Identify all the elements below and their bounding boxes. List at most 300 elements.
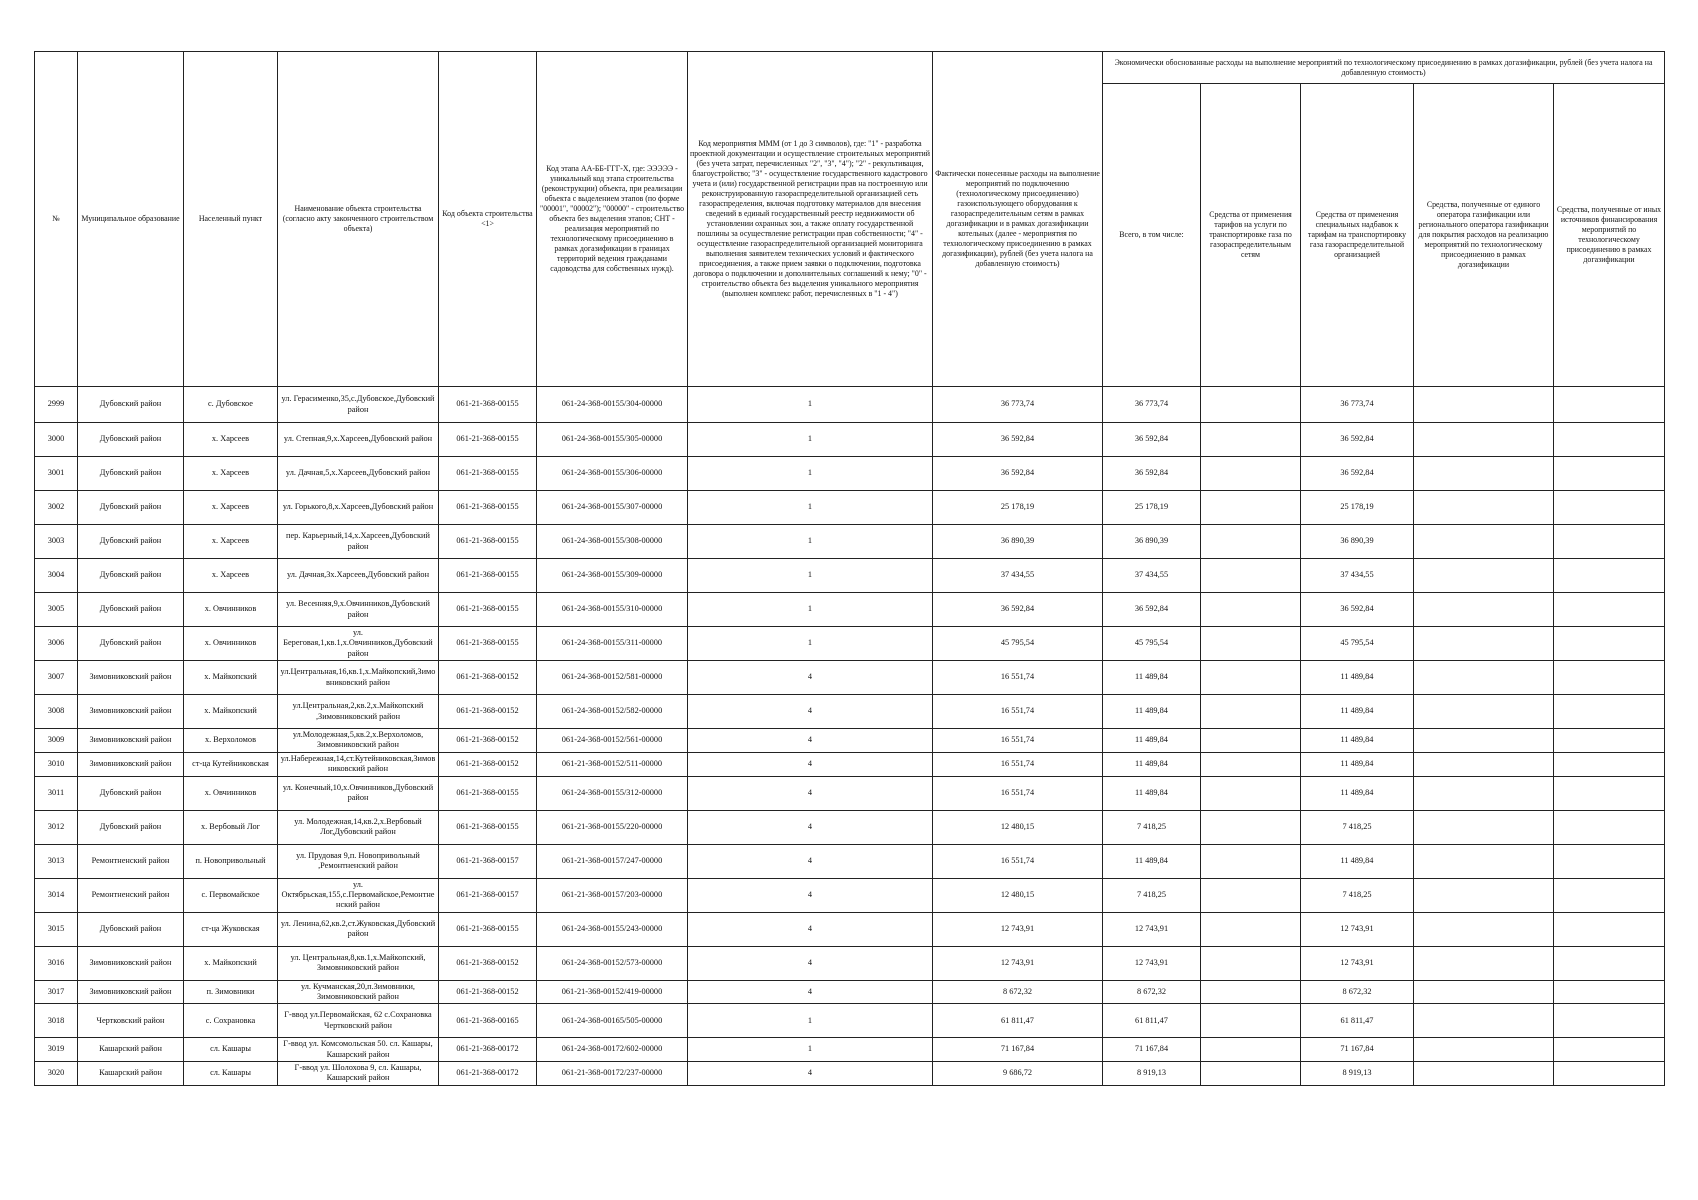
cell-stage-code: 061-24-368-00155/307-00000: [537, 491, 688, 525]
cell-activity-code: 1: [688, 423, 933, 457]
cell-other-sources: [1554, 980, 1665, 1004]
table-row: [35, 912, 1665, 946]
cell-num: 3010: [35, 752, 78, 776]
cell-stage-code: 061-24-368-00155/306-00000: [537, 457, 688, 491]
cell-municipality: Ремонтненский район: [78, 878, 184, 912]
cell-tariff-transport: [1201, 980, 1301, 1004]
cell-activity-code: 1: [688, 627, 933, 661]
cell-settlement: ст-ца Кутейниковская: [184, 752, 278, 776]
cell-object-code: 061-21-368-00157: [439, 844, 537, 878]
cell-other-sources: [1554, 695, 1665, 729]
cell-settlement: сл. Кашары: [184, 1038, 278, 1062]
cell-settlement: х. Харсеев: [184, 525, 278, 559]
cell-stage-code: 061-24-368-00155/308-00000: [537, 525, 688, 559]
cell-total: 8 919,13: [1103, 1062, 1201, 1086]
cell-activity-code: 4: [688, 752, 933, 776]
cell-activity-code: 1: [688, 593, 933, 627]
header-settlement: Населенный пункт: [184, 52, 278, 387]
cell-tariff-transport: [1201, 423, 1301, 457]
cell-num: 3000: [35, 423, 78, 457]
cell-other-sources: [1554, 457, 1665, 491]
document-page: [34, 51, 1665, 1086]
cell-object-name: Г-ввод ул. Шолохова 9, сл. Кашары, Кашарский район: [278, 1062, 439, 1086]
cell-stage-code: 061-21-368-00152/419-00000: [537, 980, 688, 1004]
cell-tariff-transport: [1201, 559, 1301, 593]
header-stage-code: Код этапа АА-ББ-ГГГ-Х, где: ЭЭЭЭЭ - уникальный код этапа строительства (реконструкции) объекта, при реализации объекта с выделением этапов (по форме "00001", "00002"); "00000" - строительство объекта без выделения этапов; СНТ - реализация мероприятий по технологическому присоединению в рамках догазификации в границах территорий ведения гражданами садоводства для собственных нужд).: [537, 52, 688, 387]
cell-object-name: ул.Набережная,14,ст.Кутейниковская,Зимовниковский район: [278, 752, 439, 776]
cell-tariff-transport: [1201, 776, 1301, 810]
cell-special-markup: 71 167,84: [1301, 1038, 1414, 1062]
cell-num: 3002: [35, 491, 78, 525]
cell-settlement: х. Верхоломов: [184, 729, 278, 753]
table-row: [35, 729, 1665, 753]
cell-special-markup: 11 489,84: [1301, 776, 1414, 810]
cell-stage-code: 061-24-368-00152/581-00000: [537, 661, 688, 695]
cell-municipality: Дубовский район: [78, 525, 184, 559]
cell-object-code: 061-21-368-00155: [439, 559, 537, 593]
cell-tariff-transport: [1201, 627, 1301, 661]
cell-other-sources: [1554, 946, 1665, 980]
cell-operator-funds: [1414, 695, 1554, 729]
cell-total: 11 489,84: [1103, 729, 1201, 753]
cell-stage-code: 061-24-368-00172/602-00000: [537, 1038, 688, 1062]
cell-other-sources: [1554, 387, 1665, 423]
cell-num: 3013: [35, 844, 78, 878]
cell-num: 3012: [35, 810, 78, 844]
cell-total: 36 592,84: [1103, 593, 1201, 627]
cell-stage-code: 061-24-368-00155/310-00000: [537, 593, 688, 627]
cell-settlement: х. Овчинников: [184, 776, 278, 810]
cell-operator-funds: [1414, 559, 1554, 593]
cell-municipality: Дубовский район: [78, 810, 184, 844]
cell-actual-costs: 36 592,84: [933, 423, 1103, 457]
cell-actual-costs: 36 773,74: [933, 387, 1103, 423]
table-row: [35, 661, 1665, 695]
cell-actual-costs: 12 480,15: [933, 878, 1103, 912]
cell-actual-costs: 8 672,32: [933, 980, 1103, 1004]
cell-activity-code: 4: [688, 810, 933, 844]
cell-special-markup: 12 743,91: [1301, 946, 1414, 980]
cell-activity-code: 1: [688, 1038, 933, 1062]
cell-other-sources: [1554, 844, 1665, 878]
table-row: [35, 946, 1665, 980]
table-body: [35, 387, 1665, 1086]
cell-special-markup: 36 890,39: [1301, 525, 1414, 559]
cell-total: 36 592,84: [1103, 423, 1201, 457]
cell-actual-costs: 16 551,74: [933, 752, 1103, 776]
header-activity-code: Код мероприятия МММ (от 1 до 3 символов), где: "1" - разработка проектной документации и осуществление строительных мероприятий (без учета затрат, перечисленных "2", "3", "4"); "2" - рекультивация, благоустройство; "3" - осуществление государственного кадастрового учета и (или) государственной регистрации прав на построенную или реконструированную газораспределительной организацией сеть газораспределения, включая подготовку материалов для внесения сведений в единый государственный реестр недвижимости об установлении охранных зон, а также оплату государственной пошлины за осуществление регистрации прав собственности; "4" - осуществление газораспределительной организацией мониторинга выполнения заявителем технических условий и фактического присоединения, а также прием заявки о подключении, подготовка договора о подключении и дополнительных соглашений к нему; "0" - строительство объекта без выделения уникального мероприятия (выполнен комплекс работ, перечисленных в "1 - 4"): [688, 52, 933, 387]
cell-municipality: Дубовский район: [78, 423, 184, 457]
cell-activity-code: 4: [688, 776, 933, 810]
cell-actual-costs: 37 434,55: [933, 559, 1103, 593]
cell-object-name: Г-ввод ул.Первомайская, 62 с.Сохрановка Чертковский район: [278, 1004, 439, 1038]
cell-other-sources: [1554, 423, 1665, 457]
cell-actual-costs: 16 551,74: [933, 776, 1103, 810]
cell-activity-code: 1: [688, 1004, 933, 1038]
cell-special-markup: 36 592,84: [1301, 423, 1414, 457]
cell-activity-code: 1: [688, 457, 933, 491]
cell-other-sources: [1554, 878, 1665, 912]
cell-activity-code: 4: [688, 1062, 933, 1086]
cell-object-name: ул. Молодежная,14,кв.2,х.Вербовый Лог,Дубовский район: [278, 810, 439, 844]
cell-settlement: ст-ца Жуковская: [184, 912, 278, 946]
cell-other-sources: [1554, 1062, 1665, 1086]
cell-special-markup: 36 592,84: [1301, 593, 1414, 627]
cell-municipality: Дубовский район: [78, 776, 184, 810]
cell-stage-code: 061-24-368-00165/505-00000: [537, 1004, 688, 1038]
cell-special-markup: 11 489,84: [1301, 752, 1414, 776]
cell-operator-funds: [1414, 627, 1554, 661]
cell-activity-code: 4: [688, 946, 933, 980]
cell-municipality: Чертковский район: [78, 1004, 184, 1038]
cell-num: 3001: [35, 457, 78, 491]
cell-tariff-transport: [1201, 729, 1301, 753]
cell-activity-code: 4: [688, 695, 933, 729]
cell-actual-costs: 12 743,91: [933, 946, 1103, 980]
cell-operator-funds: [1414, 980, 1554, 1004]
cell-municipality: Дубовский район: [78, 387, 184, 423]
cell-num: 3006: [35, 627, 78, 661]
cell-municipality: Кашарский район: [78, 1062, 184, 1086]
header-actual-costs: Фактически понесенные расходы на выполнение мероприятий по подключению (технологическому присоединению) газоиспользующего оборудования к газораспределительным сетям в рамках догазификации и в рамках догазификации котельных (далее - мероприятия по технологическому присоединению в рамках догазификации), рублей (без учета налога на добавленную стоимость): [933, 52, 1103, 387]
cell-operator-funds: [1414, 912, 1554, 946]
cell-municipality: Дубовский район: [78, 559, 184, 593]
cell-object-code: 061-21-368-00155: [439, 387, 537, 423]
table-row: [35, 810, 1665, 844]
table-row: [35, 1062, 1665, 1086]
cell-object-code: 061-21-368-00152: [439, 661, 537, 695]
cell-stage-code: 061-24-368-00155/243-00000: [537, 912, 688, 946]
cell-stage-code: 061-21-368-00172/237-00000: [537, 1062, 688, 1086]
cell-object-name: ул. Конечный,10,х.Овчинников,Дубовский район: [278, 776, 439, 810]
cell-total: 45 795,54: [1103, 627, 1201, 661]
cell-object-name: Г-ввод ул. Комсомольская 50. сл. Кашары, Кашарский район: [278, 1038, 439, 1062]
table-row: [35, 627, 1665, 661]
cell-num: 3004: [35, 559, 78, 593]
table-row: [35, 457, 1665, 491]
cell-total: 36 890,39: [1103, 525, 1201, 559]
cell-settlement: х. Майкопский: [184, 695, 278, 729]
cell-special-markup: 8 672,32: [1301, 980, 1414, 1004]
cell-operator-funds: [1414, 752, 1554, 776]
cell-activity-code: 1: [688, 559, 933, 593]
cell-tariff-transport: [1201, 752, 1301, 776]
cell-stage-code: 061-24-368-00155/304-00000: [537, 387, 688, 423]
cell-total: 61 811,47: [1103, 1004, 1201, 1038]
cell-activity-code: 1: [688, 525, 933, 559]
cell-total: 37 434,55: [1103, 559, 1201, 593]
cell-municipality: Зимовниковский район: [78, 752, 184, 776]
header-municipality: Муниципальное образование: [78, 52, 184, 387]
cell-tariff-transport: [1201, 661, 1301, 695]
cell-municipality: Дубовский район: [78, 491, 184, 525]
cell-other-sources: [1554, 491, 1665, 525]
header-operator-funds: Средства, полученные от единого оператора газификации или регионального оператора газификации для покрытия расходов на реализацию мероприятий по технологическому присоединению в рамках догазификации: [1414, 84, 1554, 387]
cell-settlement: х. Харсеев: [184, 457, 278, 491]
cell-tariff-transport: [1201, 810, 1301, 844]
cell-stage-code: 061-21-368-00157/203-00000: [537, 878, 688, 912]
cell-operator-funds: [1414, 878, 1554, 912]
cell-settlement: х. Овчинников: [184, 627, 278, 661]
cell-stage-code: 061-21-368-00155/220-00000: [537, 810, 688, 844]
cell-object-name: ул. Октябрьская,155,с.Первомайское,Ремонтненский район: [278, 878, 439, 912]
cell-object-code: 061-21-368-00172: [439, 1062, 537, 1086]
cell-object-code: 061-21-368-00152: [439, 946, 537, 980]
cell-actual-costs: 12 743,91: [933, 912, 1103, 946]
cell-activity-code: 4: [688, 912, 933, 946]
cell-municipality: Зимовниковский район: [78, 661, 184, 695]
header-total: Всего, в том числе:: [1103, 84, 1201, 387]
cell-tariff-transport: [1201, 1062, 1301, 1086]
table-row: [35, 776, 1665, 810]
cell-other-sources: [1554, 776, 1665, 810]
cell-tariff-transport: [1201, 593, 1301, 627]
cell-object-code: 061-21-368-00152: [439, 752, 537, 776]
cell-num: 2999: [35, 387, 78, 423]
cell-settlement: с. Сохрановка: [184, 1004, 278, 1038]
cell-municipality: Зимовниковский район: [78, 980, 184, 1004]
cell-municipality: Кашарский район: [78, 1038, 184, 1062]
cell-object-name: ул.Молодежная,5,кв.2,х.Верхоломов, Зимовниковский район: [278, 729, 439, 753]
cell-other-sources: [1554, 810, 1665, 844]
table-row: [35, 980, 1665, 1004]
cell-settlement: х. Харсеев: [184, 423, 278, 457]
table-row: [35, 423, 1665, 457]
cell-tariff-transport: [1201, 946, 1301, 980]
table-row: [35, 387, 1665, 423]
table-row: [35, 752, 1665, 776]
cell-activity-code: 4: [688, 980, 933, 1004]
cell-actual-costs: 61 811,47: [933, 1004, 1103, 1038]
cell-tariff-transport: [1201, 387, 1301, 423]
cell-num: 3019: [35, 1038, 78, 1062]
cell-stage-code: 061-24-368-00155/311-00000: [537, 627, 688, 661]
cell-activity-code: 1: [688, 491, 933, 525]
cell-activity-code: 4: [688, 878, 933, 912]
cell-special-markup: 45 795,54: [1301, 627, 1414, 661]
cell-object-code: 061-21-368-00155: [439, 525, 537, 559]
cell-object-code: 061-21-368-00155: [439, 423, 537, 457]
cell-object-name: ул. Ленина,62,кв.2,ст.Жуковская,Дубовский район: [278, 912, 439, 946]
cell-num: 3014: [35, 878, 78, 912]
header-object-code: Код объекта строительства <1>: [439, 52, 537, 387]
cell-stage-code: 061-24-368-00155/309-00000: [537, 559, 688, 593]
cell-total: 11 489,84: [1103, 752, 1201, 776]
cell-actual-costs: 12 480,15: [933, 810, 1103, 844]
cell-object-name: ул. Береговая,1,кв.1,х.Овчинников,Дубовский район: [278, 627, 439, 661]
cell-settlement: х. Овчинников: [184, 593, 278, 627]
table-row: [35, 695, 1665, 729]
cell-stage-code: 061-24-368-00152/582-00000: [537, 695, 688, 729]
cell-object-name: ул. Горького,8,х.Харсеев,Дубовский район: [278, 491, 439, 525]
cell-operator-funds: [1414, 593, 1554, 627]
cell-activity-code: 4: [688, 844, 933, 878]
header-num: №: [35, 52, 78, 387]
header-other-sources: Средства, полученные от иных источников финансирования мероприятий по технологическому присоединению в рамках догазификации: [1554, 84, 1665, 387]
cell-operator-funds: [1414, 1062, 1554, 1086]
cell-stage-code: 061-24-368-00152/573-00000: [537, 946, 688, 980]
cell-operator-funds: [1414, 946, 1554, 980]
cell-num: 3008: [35, 695, 78, 729]
header-special-markup: Средства от применения специальных надбавок к тарифам на транспортировку газа газораспределительной организацией: [1301, 84, 1414, 387]
table-row: [35, 525, 1665, 559]
cell-special-markup: 61 811,47: [1301, 1004, 1414, 1038]
cell-tariff-transport: [1201, 491, 1301, 525]
cell-special-markup: 7 418,25: [1301, 810, 1414, 844]
cell-object-name: ул. Кучманская,20,п.Зимовники, Зимовниковский район: [278, 980, 439, 1004]
cell-actual-costs: 9 686,72: [933, 1062, 1103, 1086]
cell-municipality: Дубовский район: [78, 457, 184, 491]
cell-special-markup: 12 743,91: [1301, 912, 1414, 946]
cell-special-markup: 25 178,19: [1301, 491, 1414, 525]
cell-object-name: ул. Дачная,3х.Харсеев,Дубовский район: [278, 559, 439, 593]
cell-stage-code: 061-21-368-00152/511-00000: [537, 752, 688, 776]
cell-actual-costs: 16 551,74: [933, 661, 1103, 695]
cell-special-markup: 11 489,84: [1301, 729, 1414, 753]
cell-total: 7 418,25: [1103, 810, 1201, 844]
cell-total: 7 418,25: [1103, 878, 1201, 912]
cell-object-code: 061-21-368-00155: [439, 810, 537, 844]
cell-object-name: ул. Степная,9,х.Харсеев,Дубовский район: [278, 423, 439, 457]
cell-actual-costs: 36 592,84: [933, 593, 1103, 627]
cell-special-markup: 11 489,84: [1301, 844, 1414, 878]
cell-object-code: 061-21-368-00172: [439, 1038, 537, 1062]
cell-total: 12 743,91: [1103, 912, 1201, 946]
cell-object-code: 061-21-368-00155: [439, 491, 537, 525]
cell-operator-funds: [1414, 457, 1554, 491]
cell-activity-code: 4: [688, 729, 933, 753]
cell-activity-code: 1: [688, 387, 933, 423]
cell-other-sources: [1554, 559, 1665, 593]
cell-operator-funds: [1414, 525, 1554, 559]
cell-stage-code: 061-21-368-00157/247-00000: [537, 844, 688, 878]
cell-settlement: х. Майкопский: [184, 946, 278, 980]
cell-other-sources: [1554, 912, 1665, 946]
cell-settlement: х. Вербовый Лог: [184, 810, 278, 844]
cell-special-markup: 11 489,84: [1301, 695, 1414, 729]
cell-object-name: ул. Прудовая 9,п. Новопривольный ,Ремонтненский район: [278, 844, 439, 878]
cell-object-code: 061-21-368-00155: [439, 912, 537, 946]
cell-other-sources: [1554, 627, 1665, 661]
cell-other-sources: [1554, 1004, 1665, 1038]
connection-costs-table: [34, 51, 1665, 1086]
cell-tariff-transport: [1201, 457, 1301, 491]
cell-tariff-transport: [1201, 525, 1301, 559]
cell-operator-funds: [1414, 661, 1554, 695]
cell-total: 11 489,84: [1103, 776, 1201, 810]
table-row: [35, 1038, 1665, 1062]
cell-special-markup: 37 434,55: [1301, 559, 1414, 593]
cell-municipality: Дубовский район: [78, 593, 184, 627]
header-econ-group: Экономически обоснованные расходы на выполнение мероприятий по технологическому присоединению в рамках догазификации, рублей (без учета налога на добавленную стоимость): [1103, 52, 1665, 84]
cell-total: 11 489,84: [1103, 844, 1201, 878]
cell-num: 3011: [35, 776, 78, 810]
table-row: [35, 844, 1665, 878]
cell-operator-funds: [1414, 776, 1554, 810]
cell-object-name: ул. Герасименко,35,с.Дубовское,Дубовский район: [278, 387, 439, 423]
cell-actual-costs: 16 551,74: [933, 695, 1103, 729]
cell-actual-costs: 36 592,84: [933, 457, 1103, 491]
cell-total: 12 743,91: [1103, 946, 1201, 980]
cell-object-name: пер. Карьерный,14,х.Харсеев,Дубовский район: [278, 525, 439, 559]
cell-settlement: п. Новопривольный: [184, 844, 278, 878]
cell-object-code: 061-21-368-00155: [439, 776, 537, 810]
cell-object-name: ул.Центральная,16,кв.1,х.Майкопский,Зимовниковский район: [278, 661, 439, 695]
cell-object-code: 061-21-368-00152: [439, 980, 537, 1004]
cell-object-code: 061-21-368-00155: [439, 593, 537, 627]
cell-actual-costs: 16 551,74: [933, 729, 1103, 753]
cell-object-name: ул.Центральная,2,кв.2,х.Майкопский ,Зимовниковский район: [278, 695, 439, 729]
cell-other-sources: [1554, 661, 1665, 695]
cell-tariff-transport: [1201, 1038, 1301, 1062]
cell-settlement: п. Зимовники: [184, 980, 278, 1004]
cell-settlement: сл. Кашары: [184, 1062, 278, 1086]
cell-operator-funds: [1414, 387, 1554, 423]
cell-num: 3009: [35, 729, 78, 753]
cell-operator-funds: [1414, 491, 1554, 525]
cell-municipality: Дубовский район: [78, 627, 184, 661]
cell-actual-costs: 45 795,54: [933, 627, 1103, 661]
cell-special-markup: 36 592,84: [1301, 457, 1414, 491]
cell-special-markup: 8 919,13: [1301, 1062, 1414, 1086]
table-row: [35, 878, 1665, 912]
cell-municipality: Зимовниковский район: [78, 695, 184, 729]
cell-operator-funds: [1414, 844, 1554, 878]
cell-special-markup: 36 773,74: [1301, 387, 1414, 423]
cell-num: 3017: [35, 980, 78, 1004]
cell-total: 11 489,84: [1103, 661, 1201, 695]
cell-actual-costs: 16 551,74: [933, 844, 1103, 878]
cell-settlement: с. Дубовское: [184, 387, 278, 423]
cell-num: 3003: [35, 525, 78, 559]
cell-operator-funds: [1414, 810, 1554, 844]
cell-num: 3015: [35, 912, 78, 946]
cell-settlement: с. Первомайское: [184, 878, 278, 912]
cell-other-sources: [1554, 1038, 1665, 1062]
cell-settlement: х. Харсеев: [184, 559, 278, 593]
cell-num: 3005: [35, 593, 78, 627]
cell-tariff-transport: [1201, 912, 1301, 946]
table-row: [35, 593, 1665, 627]
table-row: [35, 1004, 1665, 1038]
cell-other-sources: [1554, 525, 1665, 559]
cell-operator-funds: [1414, 1004, 1554, 1038]
cell-operator-funds: [1414, 423, 1554, 457]
cell-stage-code: 061-24-368-00155/305-00000: [537, 423, 688, 457]
cell-tariff-transport: [1201, 695, 1301, 729]
cell-other-sources: [1554, 593, 1665, 627]
cell-operator-funds: [1414, 1038, 1554, 1062]
cell-num: 3020: [35, 1062, 78, 1086]
cell-object-name: ул. Весенняя,9,х.Овчинников,Дубовский район: [278, 593, 439, 627]
cell-total: 8 672,32: [1103, 980, 1201, 1004]
cell-total: 11 489,84: [1103, 695, 1201, 729]
cell-tariff-transport: [1201, 1004, 1301, 1038]
header-object-name: Наименование объекта строительства (согласно акту законченного строительством объекта): [278, 52, 439, 387]
cell-num: 3018: [35, 1004, 78, 1038]
cell-num: 3016: [35, 946, 78, 980]
cell-stage-code: 061-24-368-00155/312-00000: [537, 776, 688, 810]
cell-tariff-transport: [1201, 878, 1301, 912]
table-header: [35, 52, 1665, 387]
cell-total: 71 167,84: [1103, 1038, 1201, 1062]
cell-other-sources: [1554, 729, 1665, 753]
cell-total: 25 178,19: [1103, 491, 1201, 525]
cell-actual-costs: 36 890,39: [933, 525, 1103, 559]
cell-object-code: 061-21-368-00152: [439, 695, 537, 729]
cell-special-markup: 11 489,84: [1301, 661, 1414, 695]
cell-object-code: 061-21-368-00165: [439, 1004, 537, 1038]
